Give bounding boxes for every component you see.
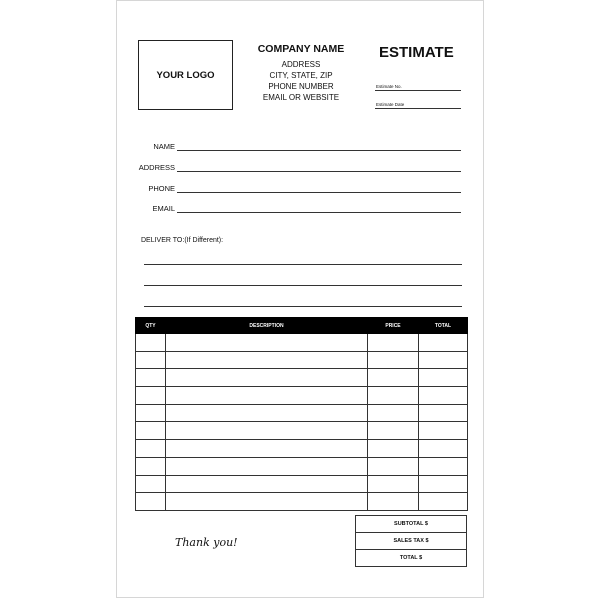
table-row: [136, 387, 468, 405]
total-cell[interactable]: [419, 457, 468, 475]
total-cell[interactable]: TOTAL $: [356, 550, 467, 567]
estimate-date-label: Estimate Date: [376, 102, 405, 107]
qty-cell[interactable]: [136, 493, 166, 511]
document-title: ESTIMATE: [379, 44, 454, 61]
email-label: EMAIL: [152, 204, 175, 213]
subtotal-row: [356, 516, 467, 533]
name-field[interactable]: [177, 140, 461, 151]
company-name: COMPANY NAME: [257, 43, 345, 55]
description-cell[interactable]: [166, 351, 368, 369]
description-cell[interactable]: [166, 475, 368, 493]
total-row: [356, 550, 467, 567]
table-row: [136, 493, 468, 511]
total-cell[interactable]: [419, 440, 468, 458]
company-city-state-zip: CITY, STATE, ZIP: [269, 71, 333, 80]
phone-field[interactable]: [177, 182, 461, 193]
company-info: [249, 43, 353, 103]
subtotal-cell[interactable]: SUBTOTAL $: [356, 516, 467, 533]
sales-tax-cell[interactable]: SALES TAX $: [356, 533, 467, 550]
company-phone: PHONE NUMBER: [268, 82, 334, 91]
total-cell[interactable]: [419, 475, 468, 493]
email-field[interactable]: [177, 202, 461, 213]
price-cell[interactable]: [368, 493, 419, 511]
qty-cell[interactable]: [136, 404, 166, 422]
description-cell[interactable]: [166, 404, 368, 422]
totals-table: [355, 515, 467, 567]
estimate-number-label: Estimate No.: [376, 84, 402, 89]
price-cell[interactable]: [368, 351, 419, 369]
total-cell[interactable]: [419, 387, 468, 405]
estimate-date-field[interactable]: [375, 99, 461, 109]
table-row: [136, 404, 468, 422]
deliver-to-line[interactable]: [144, 296, 462, 307]
table-row: [136, 440, 468, 458]
qty-cell[interactable]: [136, 387, 166, 405]
address-label: ADDRESS: [138, 163, 175, 172]
price-cell[interactable]: [368, 404, 419, 422]
price-header: PRICE: [368, 318, 419, 334]
estimate-form: [116, 0, 484, 598]
total-header: TOTAL: [419, 318, 468, 334]
company-address: ADDRESS: [281, 60, 321, 69]
total-cell[interactable]: [419, 493, 468, 511]
total-cell[interactable]: [419, 351, 468, 369]
items-header-row: [136, 318, 468, 334]
qty-cell[interactable]: [136, 334, 166, 352]
price-cell[interactable]: [368, 457, 419, 475]
address-row: [117, 161, 175, 173]
qty-cell[interactable]: [136, 351, 166, 369]
total-cell[interactable]: [419, 404, 468, 422]
logo-label: YOUR LOGO: [156, 69, 215, 81]
deliver-to-label: DELIVER TO:(If Different):: [141, 237, 224, 244]
total-cell[interactable]: [419, 334, 468, 352]
table-row: [136, 334, 468, 352]
estimate-number-field[interactable]: [375, 81, 461, 91]
description-header: DESCRIPTION: [166, 318, 368, 334]
description-cell[interactable]: [166, 457, 368, 475]
table-row: [136, 351, 468, 369]
description-cell[interactable]: [166, 422, 368, 440]
table-row: [136, 457, 468, 475]
sales-tax-row: [356, 533, 467, 550]
phone-label: PHONE: [148, 184, 175, 193]
qty-cell[interactable]: [136, 422, 166, 440]
deliver-to-line[interactable]: [144, 275, 462, 286]
email-row: [117, 202, 175, 214]
price-cell[interactable]: [368, 422, 419, 440]
qty-cell[interactable]: [136, 440, 166, 458]
price-cell[interactable]: [368, 440, 419, 458]
total-cell[interactable]: [419, 369, 468, 387]
logo-placeholder: [138, 40, 233, 110]
qty-cell[interactable]: [136, 457, 166, 475]
items-table: [135, 317, 468, 511]
price-cell[interactable]: [368, 475, 419, 493]
total-cell[interactable]: [419, 422, 468, 440]
description-cell[interactable]: [166, 387, 368, 405]
address-field[interactable]: [177, 161, 461, 172]
price-cell[interactable]: [368, 369, 419, 387]
description-cell[interactable]: [166, 493, 368, 511]
items-body: [136, 334, 468, 511]
deliver-to-line[interactable]: [144, 254, 462, 265]
description-cell[interactable]: [166, 369, 368, 387]
price-cell[interactable]: [368, 334, 419, 352]
qty-cell[interactable]: [136, 369, 166, 387]
name-row: [117, 140, 175, 152]
company-email-website: EMAIL OR WEBSITE: [262, 93, 340, 102]
table-row: [136, 369, 468, 387]
price-cell[interactable]: [368, 387, 419, 405]
qty-header: QTY: [136, 318, 166, 334]
qty-cell[interactable]: [136, 475, 166, 493]
table-row: [136, 475, 468, 493]
description-cell[interactable]: [166, 334, 368, 352]
phone-row: [117, 182, 175, 194]
description-cell[interactable]: [166, 440, 368, 458]
thank-you-note: Thank you!: [175, 536, 238, 549]
table-row: [136, 422, 468, 440]
name-label: NAME: [153, 142, 175, 151]
